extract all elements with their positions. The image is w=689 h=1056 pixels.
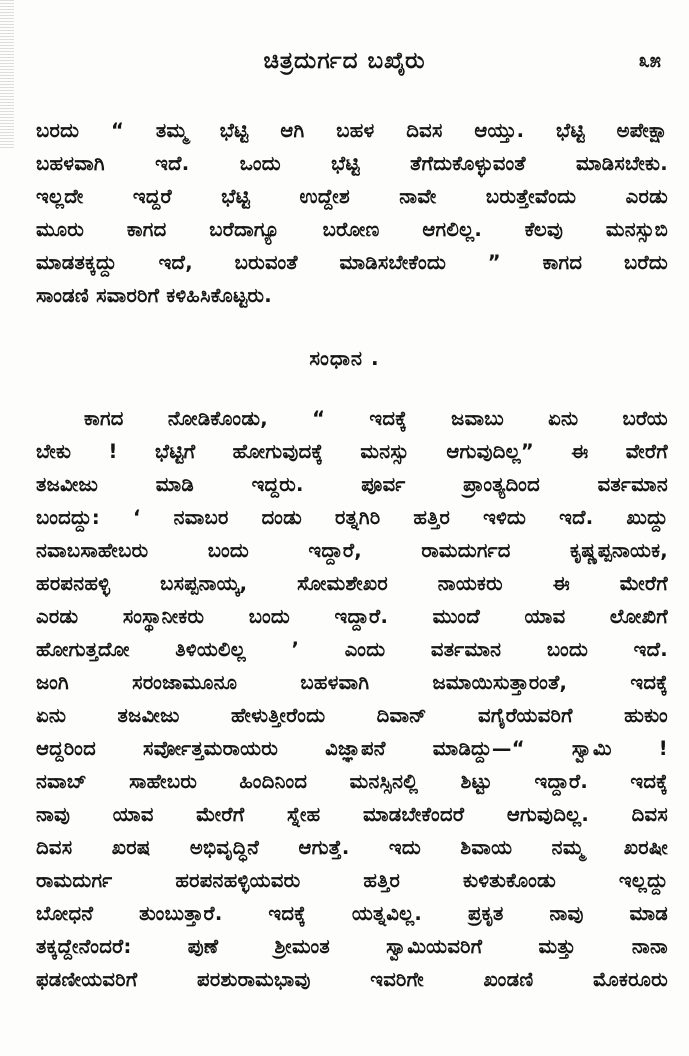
text-line: ಎರಡು ಸಂಸ್ಥಾನೀಕರು ಬಂದು ಇದ್ದಾರೆ. ಮುಂದೆ ಯಾವ ಲೋಖಿಗೆ xyxy=(36,605,668,628)
text-line: ಇಲ್ಲದೇ ಇದ್ದರೆ ಭೆಟ್ಟಿ ಉದ್ದೇಶ ನಾವೇ ಬರುತ್ತೇವೆಂದು ಎರಡು xyxy=(36,185,668,208)
text-line: ದಿವಸ ಖರಷ ಅಭಿವೃದ್ಧಿನೆ ಆಗುತ್ತೆ. ಇದು ಶಿವಾಯ ನಮ್ಮ ಖರಷೀ xyxy=(36,836,668,859)
running-title: ಚಿತ್ರದುರ್ಗದ ಬಖೈರು xyxy=(263,48,426,74)
text-line: ಮಾಡತಕ್ಕದ್ದು ಇದೆ, ಬರುವಂತೆ ಮಾಡಿಸಬೇಕೆಂದು ” ಕಾಗದ ಬರೆದು xyxy=(36,251,668,274)
text-line: ಸಾಂಡಣಿ ಸವಾರರಿಗೆ ಕಳಿಹಿಸಿಕೊಟ್ಟರು. xyxy=(36,284,272,307)
text-line: ನಾವು ಯಾವ ಮೇರೆಗೆ ಸ್ನೇಹ ಮಾಡಬೇಕೆಂದರೆ ಆಗುವುದಿಲ್ಲ. ದಿವಸ xyxy=(36,803,668,826)
text-line: ಜಂಗಿ ಸರಂಜಾಮೂನೂ ಬಹಳವಾಗಿ ಜಮಾಯಿಸುತ್ತಾರಂತೆ, ಇದಕ್ಕೆ xyxy=(36,671,668,694)
text-line: ರಾಮದುರ್ಗ ಹರಪನಹಳ್ಳಿಯವರು ಹತ್ತಿರ ಕುಳಿತುಕೊಂಡು ಇಲ್ಲದ್ದು xyxy=(36,869,668,892)
text-line: ಬೋಧನೆ ತುಂಬುತ್ತಾರೆ. ಇದಕ್ಕೆ ಯತ್ನವಿಲ್ಲ. ಪ್ರಕೃತ ನಾವು ಮಾಡ xyxy=(36,902,668,925)
text-line: ಫಡಣೀಯವರಿಗೆ ಪರಶುರಾಮಭಾವು ಇವರಿಗೇ ಖಂಡಣಿ ಮೊಕರೂರು xyxy=(36,968,668,991)
text-line: ತಜವೀಜು ಮಾಡಿ ಇದ್ದರು. ಪೂರ್ವ ಪ್ರಾಂತ್ಯದಿಂದ ವರ್ತಮಾನ xyxy=(36,473,668,496)
text-line: ಏನು ತಜವೀಜು ಹೇಳುತ್ತೀರೆಂದು ದಿವಾನ್ ವಗೈರೆಯವರಿಗೆ ಹುಕುಂ xyxy=(36,704,668,727)
text-line: ಬರದು “ ತಮ್ಮ ಭೆಟ್ಟಿ ಆಗಿ ಬಹಳ ದಿವಸ ಆಯ್ತು. ಭೆಟ್ಟಿ ಅಪೇಕ್ಷಾ xyxy=(36,119,668,142)
text-line: ಮೂರು ಕಾಗದ ಬರೆದಾಗ್ಯೂ ಬರೋಣ ಆಗಲಿಲ್ಲ. ಕೆಲವು ಮನಸ್ಸುಬಿ xyxy=(36,218,668,241)
text-line: ಬಹಳವಾಗಿ ಇದೆ. ಒಂದು ಭೆಟ್ಟಿ ತೆಗೆದುಕೊಳ್ಳುವಂತೆ ಮಾಡಿಸಬೇಕು. xyxy=(36,152,668,175)
text-line: ನವಾಬಸಾಹೇಬರು ಬಂದು ಇದ್ದಾರೆ, ರಾಮದುರ್ಗದ ಕೃಷ್ಣಪ್ಪನಾಯಕ, xyxy=(36,539,668,562)
text-line: ತಕ್ಕದ್ದೇನೆಂದರೆ: ಪುಣೆ ಶ್ರೀಮಂತ ಸ್ವಾಮಿಯವರಿಗೆ ಮತ್ತು ನಾನಾ xyxy=(36,935,668,958)
page-number: ೩೫ xyxy=(638,48,661,72)
text-line: ಹರಪನಹಳ್ಳಿ ಬಸಪ್ಪನಾಯ್ಕ, ಸೋಮಶೇಖರ ನಾಯಕರು ಈ ಮೇರೆಗೆ xyxy=(36,572,668,595)
text-line: ನವಾಬ್ ಸಾಹೇಬರು ಹಿಂದಿನಿಂದ ಮನಸ್ಸಿನಲ್ಲಿ ಶಿಟ್ಟು ಇದ್ದಾರೆ. ಇದಕ್ಕೆ xyxy=(36,770,668,793)
paragraph-2 xyxy=(36,402,668,996)
text-line: ಬೇಕು ! ಭೆಟ್ಟಿಗೆ ಹೋಗುವುದಕ್ಕೆ ಮನಸ್ಸು ಆಗುವುದಿಲ್ಲ” ಈ ವೇರೆಗೆ xyxy=(36,440,668,463)
text-line: ಹೋಗುತ್ತದೋ ತಿಳಿಯಲಿಲ್ಲ ’ ಎಂದು ವರ್ತಮಾನ ಬಂದು ಇದೆ. xyxy=(36,638,668,661)
text-line: ಕಾಗದ ನೋಡಿಕೊಂಡು, “ ಇದಕ್ಕೆ ಜವಾಬು ಏನು ಬರೆಯ xyxy=(84,407,668,430)
page-header xyxy=(0,42,689,82)
paragraph-1 xyxy=(36,114,668,312)
section-heading: ಸಂಧಾನ . xyxy=(309,346,380,370)
text-line: ಆದ್ದರಿಂದ ಸರ್ವೋತ್ತಮರಾಯರು ವಿಜ್ಞಾಪನೆ ಮಾಡಿದ್ದು—“ ಸ್ವಾಮಿ ! xyxy=(36,737,668,760)
text-line: ಬಂದದ್ದು: ‘ ನವಾಬರ ದಂಡು ರತ್ನಗಿರಿ ಹತ್ತಿರ ಇಳಿದು ಇದೆ. ಖುದ್ದು xyxy=(36,506,668,529)
